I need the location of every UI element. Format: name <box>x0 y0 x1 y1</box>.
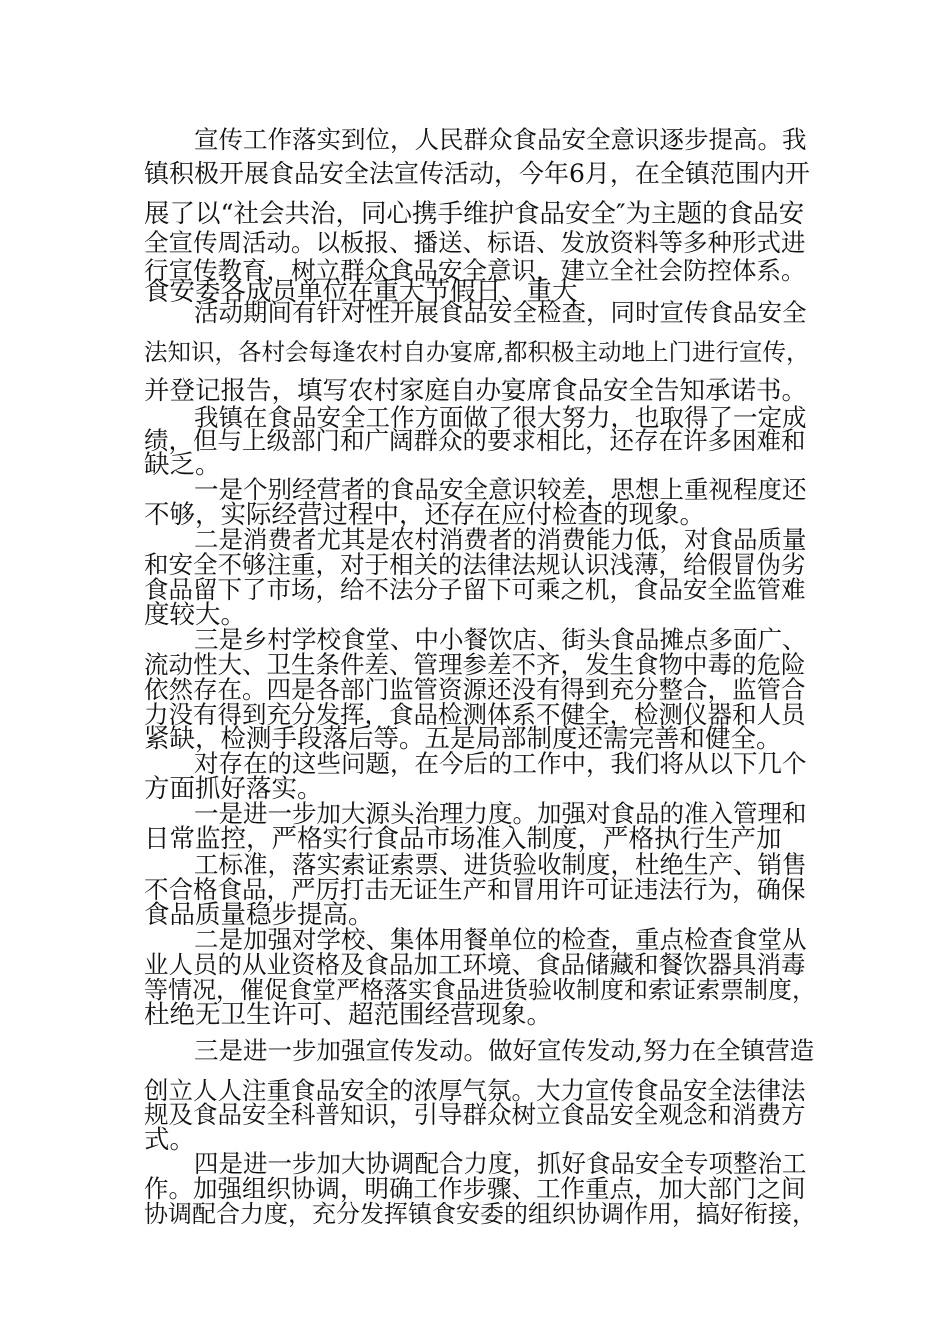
text-line: 食安委各成员单位在重大节假日、重大 <box>144 277 578 307</box>
text-line: 食品质量稳步提高。 <box>144 900 374 930</box>
text-line: 四是进一步加大协调配合力度，抓好食品安全专项整治工 <box>194 1149 807 1178</box>
text-line: 一是进一步加大源头治理力度。加强对食品的准入管理和 <box>194 799 807 828</box>
text-line: 和安全不够注重，对于相关的法律法规认识浅薄，给假冒伪劣 <box>144 550 806 579</box>
text-line: 食品留下了市场，给不法分子留下可乘之机，食品安全监管难 <box>144 575 806 604</box>
text-line: 力没有得到充分发挥，食品检测体系不健全，检测仪器和人员 <box>144 700 806 729</box>
text-line: 业人员的从业资格及食品加工环境、食品储藏和餐饮器具消毒 <box>144 950 806 979</box>
text-line: 展了以“社会共治，同心携手维护食品安全″为主题的食品安 <box>144 199 805 229</box>
text-line: 三是进一步加强宣传发动。做好宣传发动,努力在全镇营造 <box>194 1036 815 1065</box>
text-line: 二是消费者尤其是农村消费者的消费能力低，对食品质量 <box>194 525 807 554</box>
text-line: 对存在的这些问题，在今后的工作中，我们将从以下几个 <box>194 749 807 778</box>
text-line: 二是加强对学校、集体用餐单位的检查，重点检查食堂从 <box>194 925 807 954</box>
text-line: 行宣传教育，树立群众食品安全意识，建立全社会防控体系。 <box>144 256 806 285</box>
text-line: 等情况，催促食堂严格落实食品进货验收制度和索证索票制度， <box>144 976 816 1004</box>
text-line: 一是个别经营者的食品安全意识较差，思想上重视程度还 <box>194 475 807 504</box>
text-line: 三是乡村学校食堂、中小餐饮店、街头食品摊点多面广、 <box>194 625 807 654</box>
text-line: 缺乏。 <box>144 450 221 480</box>
text-line: 并登记报告，填写农村家庭自办宴席食品安全告知承诺书。 <box>144 376 808 406</box>
text-line: 杜绝无卫生许可、超范围经营现象。 <box>144 1000 553 1030</box>
text-line: 创立人人注重食品安全的浓厚气氛。大力宣传食品安全法律法 <box>144 1076 806 1105</box>
text-line: 协调配合力度，充分发挥镇食安委的组织协调作用，搞好衔接， <box>144 1200 816 1228</box>
text-line: 活动期间有针对性开展食品安全检查，同时宣传食品安全 <box>194 298 807 327</box>
text-line: 方面抓好落实。 <box>144 774 323 804</box>
text-line: 绩，但与上级部门和广阔群众的要求相比，还存在许多困难和 <box>144 426 806 455</box>
text-line: 法知识，各村会每逢农村自办宴席,都积极主动地上门进行宣传， <box>144 338 810 366</box>
text-line: 不合格食品，严厉打击无证生产和冒用许可证违法行为，确保 <box>144 875 806 904</box>
text-line: 度较大。 <box>144 600 247 630</box>
text-line: 工标准，落实索证索票、进货验收制度，杜绝生产、销售 <box>194 850 807 879</box>
text-line: 宣传工作落实到位，人民群众食品安全意识逐步提高。我 <box>194 125 807 154</box>
text-line: 依然存在。四是各部门监管资源还没有得到充分整合，监管合 <box>144 675 806 704</box>
text-line: 全宣传周活动。以板报、播送、标语、发放资料等多种形式进 <box>144 228 806 257</box>
text-line: 作。加强组织协调，明确工作步骤、工作重点，加大部门之间 <box>144 1174 806 1203</box>
text-line: 日常监控，严格实行食品市场准入制度，严格执行生产加 <box>144 824 782 854</box>
text-line: 紧缺，检测手段落后等。五是局部制度还需完善和健全。 <box>144 724 782 754</box>
text-line: 流动性大、卫生条件差、管理参差不齐，发生食物中毒的危险 <box>144 650 806 679</box>
text-line: 规及食品安全科普知识，引导群众树立食品安全观念和消费方 <box>144 1100 806 1129</box>
text-line: 不够，实际经营过程中，还存在应付检查的现象。 <box>144 500 706 530</box>
text-line: 我镇在食品安全工作方面做了很大努力，也取得了一定成 <box>194 403 807 432</box>
text-line: 式。 <box>144 1125 196 1155</box>
text-line: 镇积极开展食品安全法宣传活动，今年6月，在全镇范围内开 <box>144 159 810 188</box>
